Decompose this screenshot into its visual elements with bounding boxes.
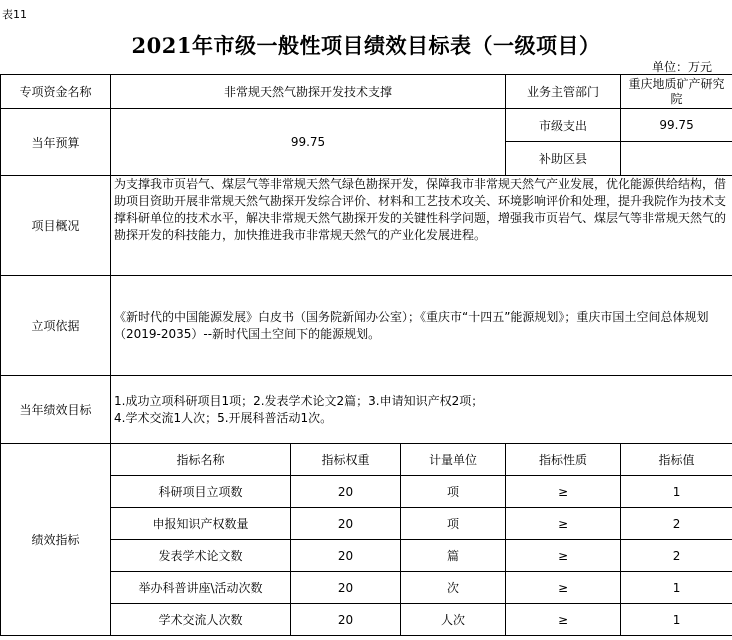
indicator-weight: 20 [291, 476, 401, 508]
indicator-name: 举办科普讲座\活动次数 [111, 572, 291, 604]
indicator-nature: ≥ [506, 572, 621, 604]
indicator-unit: 项 [401, 476, 506, 508]
basis-text: 《新时代的中国能源发展》白皮书（国务院新闻办公室）；《重庆市“十四五”能源规划》；重庆市国土空间总体规划（2019-2035）--新时代国土空间下的能源规划。 [111, 276, 732, 376]
indicator-name: 申报知识产权数量 [111, 508, 291, 540]
district-subsidy-label: 补助区县 [506, 142, 621, 176]
indicator-unit: 篇 [401, 540, 506, 572]
indicator-nature: ≥ [506, 540, 621, 572]
indicator-nature: ≥ [506, 476, 621, 508]
indicator-name: 发表学术论文数 [111, 540, 291, 572]
fund-name-label: 专项资金名称 [1, 75, 111, 109]
table-row [1, 476, 732, 508]
table-row [1, 572, 732, 604]
indicator-value: 1 [621, 476, 732, 508]
budget-label: 当年预算 [1, 109, 111, 176]
goals-text [111, 376, 732, 444]
indicator-weight: 20 [291, 572, 401, 604]
indicator-weight: 20 [291, 508, 401, 540]
city-spend-label: 市级支出 [506, 109, 621, 142]
indicator-nature: ≥ [506, 604, 621, 636]
col-header-nature: 指标性质 [506, 444, 621, 476]
col-header-name: 指标名称 [111, 444, 291, 476]
table-code: 表11 [2, 8, 27, 21]
unit-label: 单位：万元 [651, 60, 712, 74]
table-row [1, 508, 732, 540]
overview-text: 为支撑我市页岩气、煤层气等非常规天然气绿色勘探开发，保障我市非常规天然气产业发展，优化能源供给结构，借助项目资助开展非常规天然气勘探开发综合评价、材料和工艺技术攻关、环境影响评价和处理，提升我院作为技术支撑科研单位的技术水平，解决非常规天然气勘探开发的关键性科学问题，增强我市页岩气、煤层气等非常规天然气的勘探开发的科技能力，加快推进我市非常规天然气的产业化发展进程。 [111, 176, 732, 276]
indicator-value: 2 [621, 508, 732, 540]
performance-table [0, 74, 732, 636]
overview-label: 项目概况 [1, 176, 111, 276]
page-title: 2021年市级一般性项目绩效目标表（一级项目） [131, 33, 601, 58]
indicator-name: 学术交流人次数 [111, 604, 291, 636]
col-header-unit: 计量单位 [401, 444, 506, 476]
indicator-unit: 人次 [401, 604, 506, 636]
indicator-weight: 20 [291, 604, 401, 636]
indicator-value: 1 [621, 604, 732, 636]
col-header-weight: 指标权重 [291, 444, 401, 476]
district-subsidy-value [621, 142, 732, 176]
indicator-value: 2 [621, 540, 732, 572]
indicators-label: 绩效指标 [1, 444, 111, 636]
indicator-value: 1 [621, 572, 732, 604]
dept-label: 业务主管部门 [506, 75, 621, 109]
dept-value: 重庆地质矿产研究院 [621, 75, 732, 109]
col-header-value: 指标值 [621, 444, 732, 476]
goals-line-1: 1.成功立项科研项目1项；2.发表学术论文2篇；3.申请知识产权2项； [114, 393, 484, 408]
table-row [1, 540, 732, 572]
indicator-nature: ≥ [506, 508, 621, 540]
indicator-weight: 20 [291, 540, 401, 572]
table-row [1, 604, 732, 636]
indicator-unit: 次 [401, 572, 506, 604]
basis-label: 立项依据 [1, 276, 111, 376]
indicator-unit: 项 [401, 508, 506, 540]
city-spend-value: 99.75 [621, 109, 732, 142]
goals-line-2: 4.学术交流1人次；5.开展科普活动1次。 [114, 410, 333, 425]
indicator-name: 科研项目立项数 [111, 476, 291, 508]
fund-name-value: 非常规天然气勘探开发技术支撑 [111, 75, 506, 109]
goals-label: 当年绩效目标 [1, 376, 111, 444]
budget-value: 99.75 [111, 109, 506, 176]
